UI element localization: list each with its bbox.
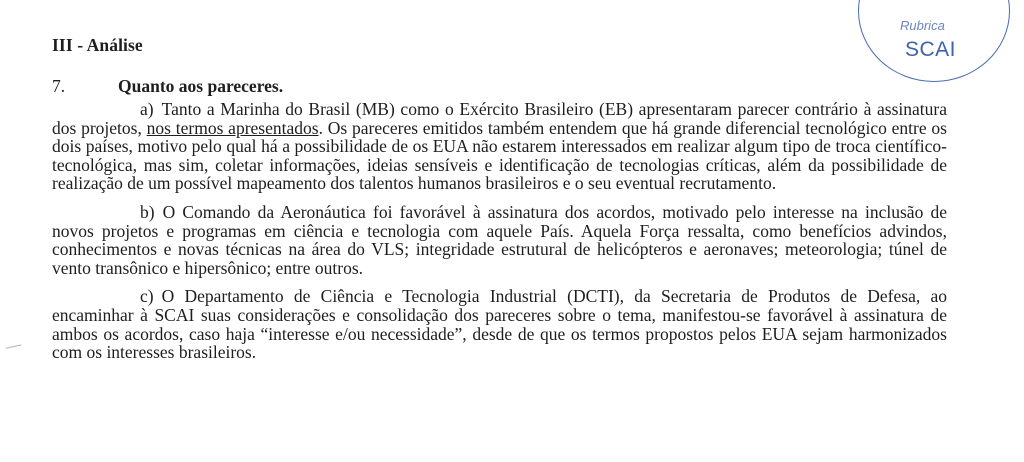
- item-heading: [52, 76, 283, 97]
- paragraph-a-underlined: nos termos apresentados: [146, 117, 319, 138]
- paragraph-c-label: c): [140, 286, 154, 307]
- paragraph-c-text: O Departamento de Ciência e Tecnologia Industrial (DCTI), da Secretaria de Produtos de Defesa, ao encaminhar à SCAI suas considerações e consolidação dos pareceres sobre o tema, manifestou-se favorável à assinatura de ambos os acordos, caso haja “interesse e/ou necessidade”, desde de que os termos propostos pelos EUA sejam harmonizados com os interesses brasileiros.: [52, 286, 947, 363]
- item-title: Quanto aos pareceres.: [118, 76, 284, 96]
- paragraph-b-label: b): [140, 201, 155, 222]
- document-body: [52, 100, 947, 362]
- paragraph-a-text-after: . Os pareceres emitidos também entendem que há grande diferencial tecnológico entre os dois países, motivo pelo qual há a possibilidade de os EUA não estarem interessados em realizar algum tipo de troca científico-tecnológica, mas sim, coletar informações, ideias sensíveis e identificação de tecnologias críticas, além da possibilidade de realização de um possível mapeamento dos talentos humanos brasileiros e o seu eventual recrutamento.: [52, 117, 947, 194]
- paragraph-c: [52, 287, 947, 361]
- section-heading: III - Análise: [52, 35, 143, 55]
- paragraph-a: [52, 100, 947, 193]
- margin-mark: [6, 344, 23, 352]
- paragraph-a-text-before: Tanto a Marinha do Brasil (MB) como o Exército Brasileiro (EB) apresentaram parecer contrário à assinatura dos projetos,: [52, 99, 947, 138]
- stamp-org-text: SCAI: [905, 38, 957, 61]
- item-number: 7.: [52, 76, 66, 96]
- paragraph-b: [52, 203, 947, 277]
- stamp-rubrica-text: Rubrica: [900, 18, 945, 33]
- paragraph-b-text: O Comando da Aeronáutica foi favorável à assinatura dos acordos, motivado pelo interesse na inclusão de novos projetos e programas em ciência e tecnologia com aquele País. Aquela Força ressalta, como benefícios advindos, conhecimentos e novas técnicas na área do VLS; integridade estrutural de helicópteros e aeronaves; meteorologia; túnel de vento transônico e hipersônico; entre outros.: [52, 201, 947, 278]
- paragraph-a-label: a): [140, 99, 154, 119]
